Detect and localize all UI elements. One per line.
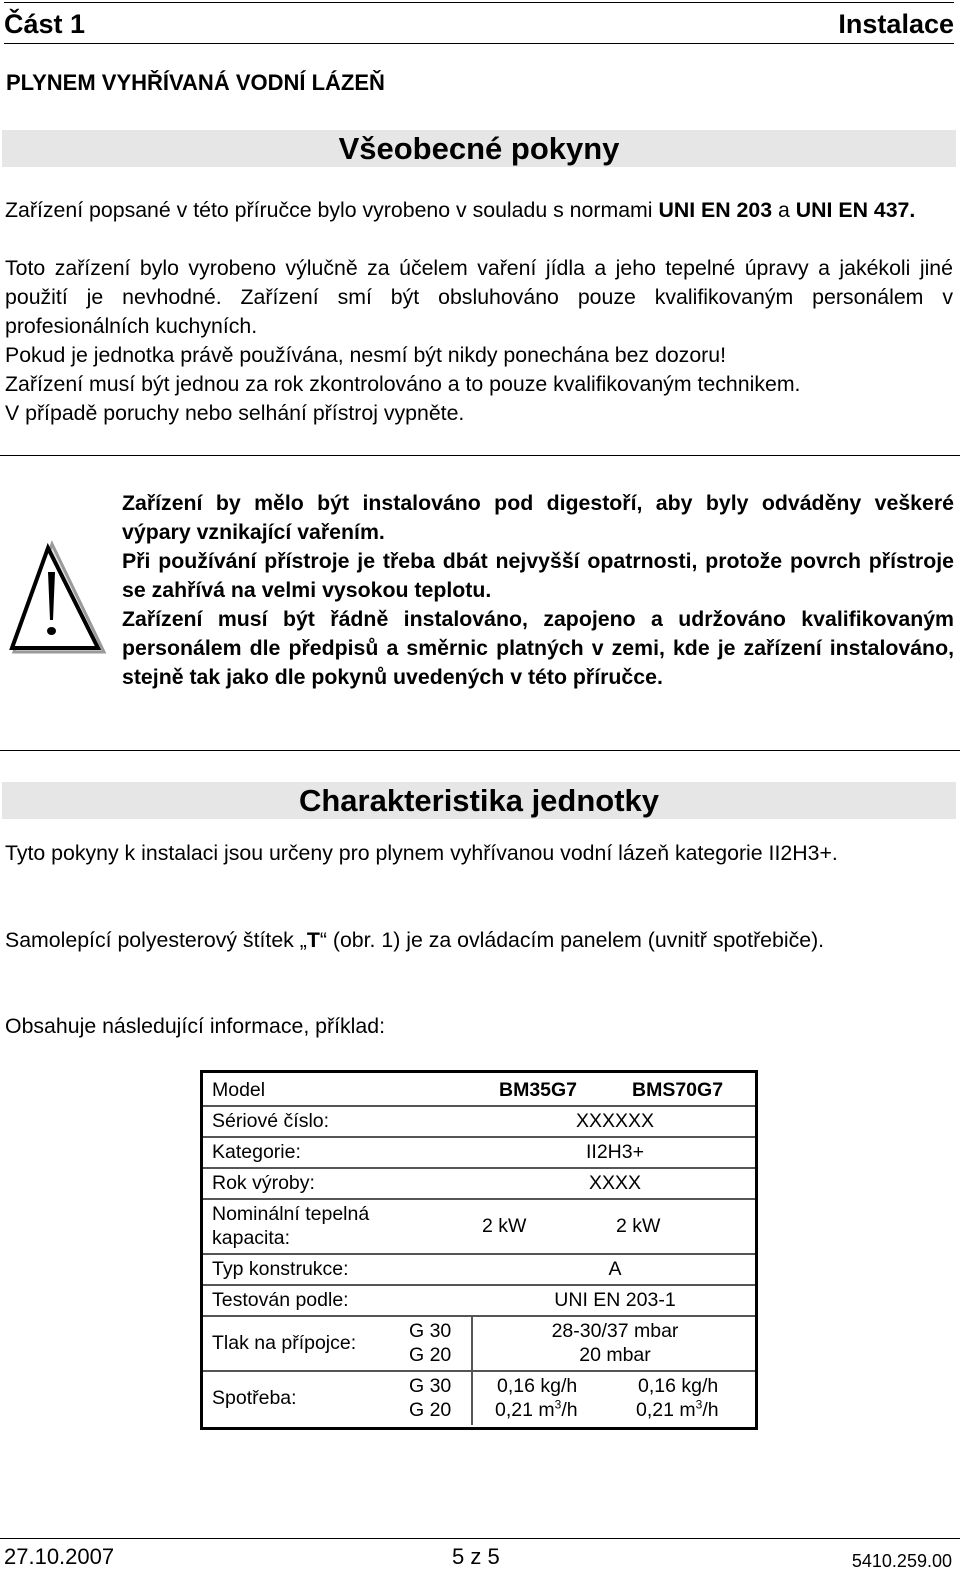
serial-label: Sériové číslo: — [212, 1110, 330, 1132]
consumption-bms70g7-g20: 0,21 $m^3/h$ — [636, 1397, 719, 1421]
model-bms70g7: BMS70G7 — [632, 1079, 724, 1101]
consumption-g20: G 20 — [409, 1399, 452, 1421]
standards-conj: a — [772, 198, 796, 222]
label-letter: T — [306, 928, 320, 952]
divider — [0, 455, 960, 456]
footer-document-code: 5410.259.00 — [851, 1551, 952, 1571]
divider — [0, 750, 960, 751]
paragraph-purpose: Toto zařízení bylo vyrobeno výlučně za účelem vaření jídla a jeho tepelné úpravy a jakékoli jiné použití je nevhodné. Zařízení smí být obsluhováno pouze kvalifikovaným personálem v profesionálních kuchyních. — [5, 256, 953, 338]
page-header — [4, 2, 954, 44]
consumption-bm35g7-g30: 0,16 kg/h — [497, 1375, 578, 1397]
paragraph-malfunction: V případě poruchy nebo selhání přístroj vypněte. — [5, 401, 465, 425]
warning-installation: Zařízení musí být řádně instalováno, zapojeno a udržováno kvalifikovaným personálem dle předpisů a směrnic platných v zemi, kde je zařízení instalováno, stejně tak jako dle pokynů uvedených v této příručce. — [122, 607, 954, 689]
capacity-label-cont: kapacita: — [212, 1227, 291, 1249]
model-bm35g7: BM35G7 — [499, 1079, 578, 1101]
paragraph-label-location — [5, 926, 953, 955]
paragraph-category: Tyto pokyny k instalaci jsou určeny pro plynem vyhřívanou vodní lázeň kategorie II2H3+. — [5, 841, 838, 865]
label-location-text: Samolepící polyesterový štítek „ — [5, 928, 307, 952]
category-label: Kategorie: — [212, 1141, 301, 1163]
construction-value: A — [608, 1258, 622, 1280]
paragraph-standards — [5, 196, 953, 225]
section-heading-general: Všeobecné pokyny — [2, 130, 956, 167]
paragraph-supervision: Pokud je jednotka právě používána, nesmí být nikdy ponechána bez dozoru! — [5, 343, 727, 367]
model-label: Model — [212, 1079, 266, 1101]
warning-hood: Zařízení by mělo být instalováno pod digestoří, aby byly odváděny veškeré výpary vznikající vařením. — [122, 491, 954, 544]
construction-label: Typ konstrukce: — [212, 1258, 349, 1280]
consumption-bms70g7-g30: 0,16 kg/h — [638, 1375, 719, 1397]
section-label: Instalace — [838, 9, 954, 39]
footer-date: 27.10.2007 — [4, 1544, 115, 1569]
paragraph-inspection: Zařízení musí být jednou za rok zkontrolováno a to pouze kvalifikovaným technikem. — [5, 372, 801, 396]
pressure-value-g20: 20 mbar — [579, 1344, 651, 1366]
standard-uni-en-437: UNI EN 437. — [795, 198, 916, 222]
footer-divider — [0, 1538, 960, 1539]
category-value: II2H3+ — [586, 1141, 644, 1163]
standard-uni-en-203: UNI EN 203 — [658, 198, 773, 222]
capacity-label: Nominální tepelná — [212, 1203, 370, 1225]
tested-value: UNI EN 203-1 — [554, 1289, 676, 1311]
paragraph-contents: Obsahuje následující informace, příklad: — [5, 1014, 385, 1038]
pressure-g30: G 30 — [409, 1320, 452, 1342]
year-label: Rok výroby: — [212, 1172, 315, 1194]
consumption-g30: G 30 — [409, 1375, 452, 1397]
tested-label: Testován podle: — [212, 1289, 349, 1311]
document-title: PLYNEM VYHŘÍVANÁ VODNÍ LÁZEŇ — [6, 70, 385, 95]
consumption-label: Spotřeba: — [212, 1387, 297, 1409]
chapter-label: Část 1 — [4, 9, 86, 39]
consumption-bm35g7-g20: 0,21 $m^3/h$ — [495, 1397, 578, 1421]
standards-text: Zařízení popsané v této příručce bylo vyrobeno v souladu s normami — [5, 198, 659, 222]
warning-icon — [8, 540, 108, 662]
pressure-value-g30: 28-30/37 mbar — [551, 1320, 679, 1342]
pressure-label: Tlak na přípojce: — [212, 1332, 357, 1354]
serial-value: XXXXXX — [575, 1110, 655, 1132]
warning-hot-surface: Při používání přístroje je třeba dbát nejvyšší opatrnosti, protože povrch přístroje se zahřívá na velmi vysokou teplotu. — [122, 549, 954, 602]
rating-plate-table — [200, 1070, 758, 1430]
capacity-bm35g7: 2 kW — [482, 1215, 527, 1237]
section-heading-characteristics: Charakteristika jednotky — [2, 782, 956, 819]
year-value: XXXX — [588, 1172, 642, 1194]
capacity-bms70g7: 2 kW — [616, 1215, 661, 1237]
label-location-text-rest: “ (obr. 1) je za ovládacím panelem (uvnitř spotřebiče). — [319, 928, 825, 952]
footer-page-number: 5 z 5 — [452, 1544, 500, 1569]
pressure-g20: G 20 — [409, 1344, 452, 1366]
